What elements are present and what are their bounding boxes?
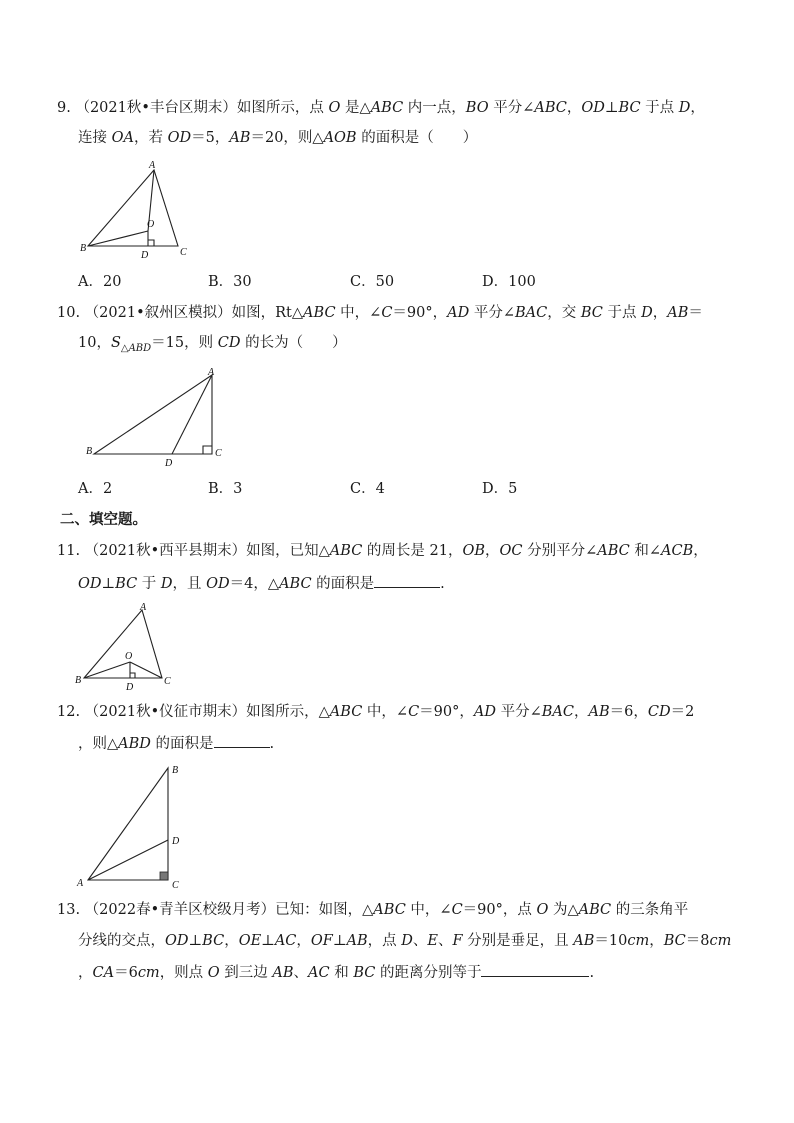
math-variable: cm [627,933,650,949]
q11-label-b: B [75,675,82,686]
q10-label-b: B [86,446,93,457]
q12-label-a: A [77,878,84,889]
text-run: ，交 [547,305,581,321]
q9-source: （2021秋•丰台区期末） [75,100,237,116]
text-run: ，则点 [159,965,208,981]
q12-number: 12. [57,704,81,720]
text-run: ⊥ [188,933,203,949]
q11-text-line1 [246,543,708,559]
text-run: ， [224,933,239,949]
q10-choice-c: C．4 [350,481,385,497]
math-variable: AB [667,305,689,321]
q10-label-d: D [165,458,173,469]
q10-choice-a: A．2 [78,481,113,497]
math-variable: O [536,902,549,918]
text-run: ， [485,543,500,559]
math-variable: D [641,305,653,321]
text-run: ， [649,933,664,949]
q9-line1 [57,98,705,118]
text-run: ＝90°， [419,704,474,720]
text-run: ，则△ [78,736,119,752]
q10-text-line2-start: 10， [78,335,111,351]
math-variable: OD [78,576,102,592]
q11-end-mark: . [440,576,445,592]
text-run: 的长为（ ） [240,335,347,351]
math-variable: AB [272,965,294,981]
text-run: 和 [329,965,354,981]
math-variable: D [160,576,173,592]
math-variable: BC [580,305,603,321]
q10-choice-d: D．5 [482,481,518,497]
q9-segment-bo [88,231,148,246]
text-run: ＝10 [594,933,628,949]
text-run: ⊥ [332,933,347,949]
section-fill-in-title: 二、填空题。 [60,512,147,528]
q11-right-angle-mark [130,673,135,678]
q10-triangle-abc [94,375,212,454]
math-variable: C [381,305,393,321]
math-variable: OD [165,933,189,949]
math-variable: AC [274,933,297,949]
q10-text-line2-end [151,335,346,351]
math-variable: AB [573,933,595,949]
math-variable: ABC [373,902,406,918]
text-run: 、 [437,933,453,949]
q9-choice-a: A．20 [78,274,122,290]
q12-end-mark: . [269,736,275,752]
math-variable: ABC [329,543,363,559]
text-run: 平分∠ [469,305,515,321]
text-run: 如图，Rt△ [231,305,304,321]
q10-choice-b: B．3 [208,481,243,497]
math-variable: E [427,933,438,949]
q11-label-o: O [125,651,133,662]
math-variable: BAC [541,704,574,720]
q11-label-d: D [126,682,134,692]
q12-text-line2 [78,736,214,752]
q12-label-d: D [172,836,180,847]
q10-line1 [57,303,703,323]
text-run: ＝15，则 [151,335,218,351]
q10-label-c: C [215,448,222,459]
text-run: 已知：如图，△ [275,902,374,918]
q11-line1 [57,541,708,561]
q9-line2 [78,128,477,148]
math-variable: OE [238,933,262,949]
text-run: 分别平分∠ [522,543,598,559]
q10-label-a: A [208,367,215,378]
q10-area-subscript: △ABD [120,342,152,354]
math-variable: CD [217,335,241,351]
q13-line2 [78,931,731,951]
text-run: ， [690,100,705,116]
q12-text-line1 [246,704,694,720]
text-run: ， [693,543,708,559]
text-run: 的三条角平 [611,902,689,918]
q11-figure [74,600,184,692]
math-variable: O [207,965,220,981]
text-run: ，若 [133,130,168,146]
text-run: 如图所示，点 [236,100,329,116]
q9-text-line2 [78,130,477,146]
q10-number: 10. [57,305,81,321]
q10-line2 [78,333,347,359]
text-run: ， [573,704,589,720]
q9-label-b: B [80,243,87,254]
math-variable: cm [709,933,732,949]
math-variable: BC [663,933,686,949]
math-variable: ABC [370,100,404,116]
text-run: ＝2 [670,704,695,720]
math-variable: ABC [534,100,567,116]
text-run: 分线的交点， [78,933,165,949]
text-run: 和∠ [629,543,662,559]
text-run: ， [78,965,93,981]
math-variable: cm [137,965,160,981]
q12-triangle-abc [88,768,168,880]
math-variable: ABC [329,704,363,720]
math-variable: BAC [515,305,548,321]
math-variable: BO [465,100,489,116]
text-run: 的面积是 [311,576,375,592]
q12-figure [74,760,194,892]
q11-label-a: A [140,602,147,613]
text-run: 中，∠ [335,305,382,321]
math-variable: AD [473,704,496,720]
q12-line1 [57,702,694,722]
q12-answer-blank[interactable] [214,733,270,748]
text-run: 于点 [602,305,642,321]
q12-source: （2021秋•仪征市期末） [84,704,247,720]
math-variable: ABC [303,305,336,321]
q9-number: 9. [57,100,71,116]
q9-label-o: O [147,219,155,230]
text-run: 内一点， [403,100,466,116]
text-run: ，点 [367,933,402,949]
q10-area-symbol: S [110,335,121,351]
text-run: 的距离分别等于 [375,965,482,981]
math-variable: AB [588,704,610,720]
text-run: 为△ [548,902,579,918]
text-run: ＝8 [685,933,710,949]
q9-figure [80,158,200,260]
math-variable: BC [618,100,641,116]
q12-line2 [78,733,274,754]
text-run: 如图，已知△ [246,543,330,559]
text-run: 的周长是 21， [362,543,463,559]
text-run: 平分∠ [488,100,535,116]
text-run: ＝6， [609,704,648,720]
math-variable: OC [499,543,523,559]
q13-line3 [78,962,594,983]
q13-source: （2022春•青羊区校级月考） [84,902,276,918]
math-variable: OD [206,576,230,592]
math-variable: OF [310,933,333,949]
text-run: ＝90°，点 [462,902,537,918]
text-run: ⊥ [604,100,619,116]
q9-choice-d: D．100 [482,274,536,290]
q11-text-line2 [78,576,374,592]
math-variable: D [678,100,691,116]
text-run: 、 [293,965,309,981]
q9-right-angle-mark [148,240,154,246]
math-variable: ABC [279,576,312,592]
q13-text-line1 [275,902,688,918]
math-variable: BC [202,933,225,949]
q13-line1 [57,900,688,920]
math-variable: ABD [118,736,151,752]
math-variable: C [408,704,420,720]
text-run: 中，∠ [405,902,452,918]
text-run: ⊥ [101,576,116,592]
math-variable: BC [115,576,138,592]
math-variable: AOB [323,130,357,146]
q9-choice-c: C．50 [350,274,395,290]
math-variable: OD [581,100,605,116]
math-variable: OA [111,130,134,146]
math-variable: D [401,933,413,949]
text-run: 中，∠ [362,704,409,720]
text-run: 平分∠ [495,704,542,720]
q9-choice-b: B．30 [208,274,252,290]
text-run: ， [652,305,668,321]
math-variable: CD [647,704,671,720]
math-variable: ABC [597,543,630,559]
text-run: ＝90°， [392,305,448,321]
q9-text-line1 [237,100,705,116]
text-run: 于点 [640,100,679,116]
q12-segment-ad [88,840,168,880]
text-run: ＝5， [191,130,230,146]
text-run: 到三边 [219,965,273,981]
q13-answer-blank[interactable] [481,962,589,977]
text-run: 连接 [78,130,112,146]
q11-label-c: C [164,676,171,687]
text-run: 是△ [340,100,371,116]
q11-source: （2021秋•西平县期末） [84,543,247,559]
math-variable: BC [353,965,376,981]
q12-right-angle-mark [160,872,168,880]
q10-segment-ad [172,375,212,454]
text-run: ＝4，△ [229,576,280,592]
q10-figure [84,366,234,470]
q13-text-line2 [78,933,731,949]
text-run: 的面积是（ ） [356,130,478,146]
q13-number: 13. [57,902,81,918]
q9-label-c: C [180,247,187,258]
math-variable: AB [346,933,368,949]
text-run: ⊥ [261,933,275,949]
math-variable: ABC [578,902,612,918]
q10-text-line1 [232,305,703,321]
text-run: 、 [412,933,428,949]
q11-triangle-abc [84,610,162,678]
q9-label-d: D [141,250,149,260]
text-run: 分别是垂足，且 [462,933,574,949]
math-variable: AB [229,130,251,146]
text-run: 如图所示，△ [246,704,330,720]
q9-label-a: A [149,160,156,171]
math-variable: OB [462,543,486,559]
math-variable: ACB [661,543,694,559]
text-run: 于 [137,576,161,592]
text-run: ＝20，则△ [250,130,324,146]
q12-label-c: C [172,880,179,891]
q10-right-angle-mark [203,446,212,454]
math-variable: CA [92,965,115,981]
math-variable: F [452,933,463,949]
text-run: ， [566,100,582,116]
math-variable: AC [308,965,330,981]
q10-source: （2021•叙州区模拟） [84,305,232,321]
text-run: ＝6 [114,965,138,981]
q12-label-b: B [172,765,179,776]
math-variable: C [451,902,463,918]
text-run: 的面积是 [150,736,214,752]
q11-number: 11. [57,543,81,559]
q11-answer-blank[interactable] [374,573,440,588]
q13-end-mark: . [589,965,595,981]
text-run: ，且 [172,576,207,592]
math-variable: AD [447,305,470,321]
q11-line2 [78,573,445,594]
text-run: ＝ [688,305,703,321]
q13-text-line3 [78,965,481,981]
text-run: ， [296,933,311,949]
math-variable: O [328,100,341,116]
math-variable: OD [167,130,192,146]
